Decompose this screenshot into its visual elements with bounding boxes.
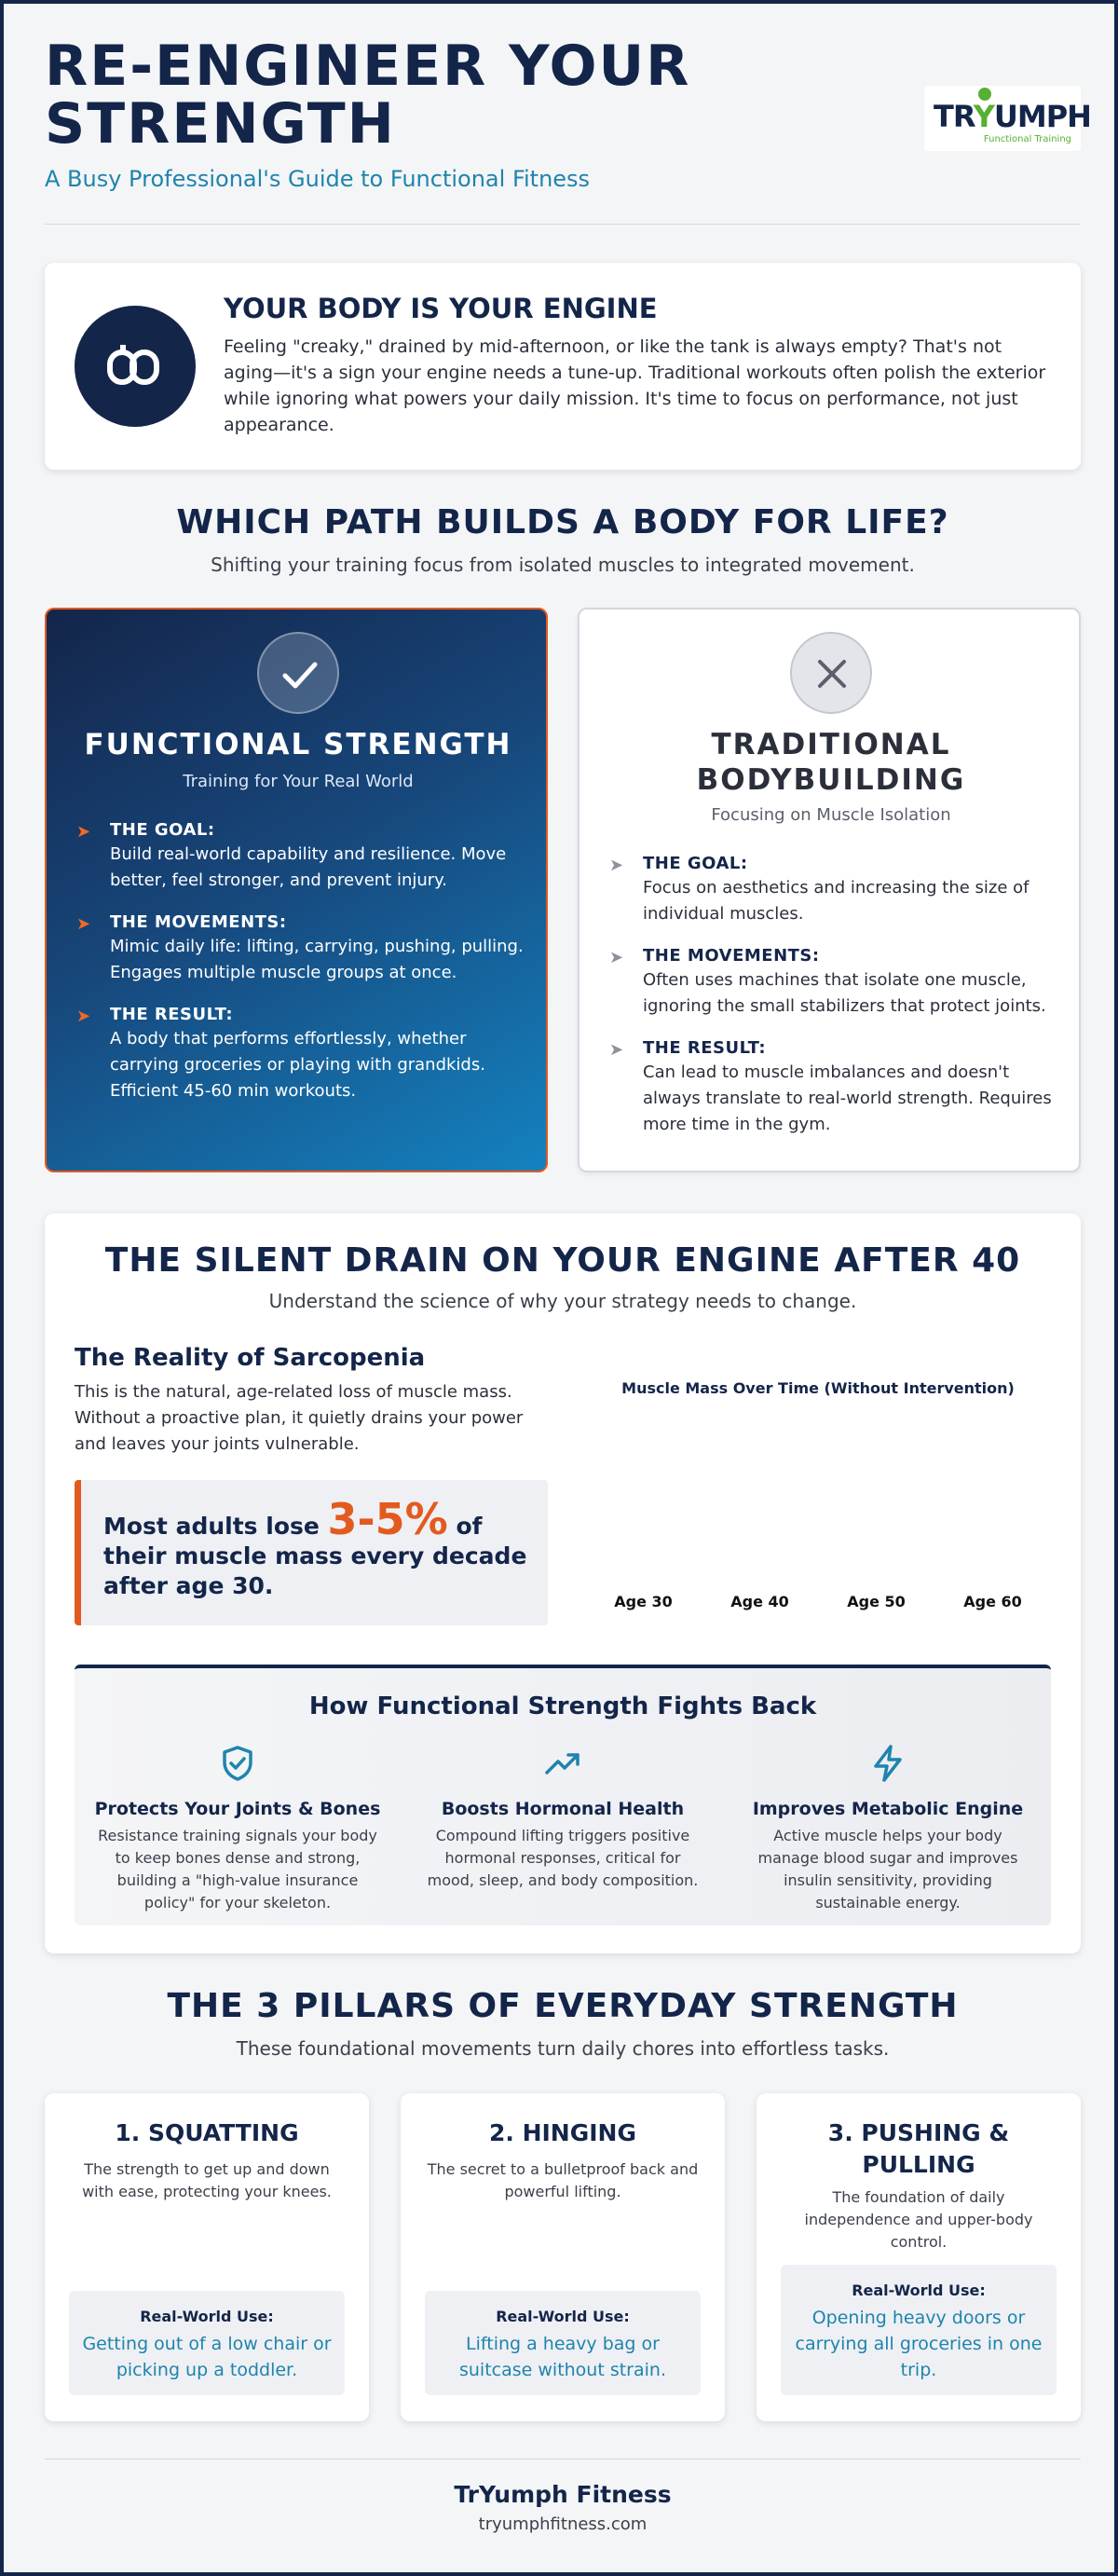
point-body: Often uses machines that isolate one muscle, ignoring the small stabilizers that protect joints. [643,970,1046,1016]
arrow-icon: ➤ [76,822,91,842]
drain-subtitle: Understand the science of why your strategy needs to change. [268,1290,857,1312]
pillar-hinging [401,2093,725,2421]
shield-check-icon [217,1743,258,1784]
pillar-pushing-pulling [757,2093,1081,2421]
point-body: Mimic daily life: lifting, carrying, pushing, pulling. Engages multiple muscle groups at once. [110,937,524,982]
page-title: RE-ENGINEER YOUR STRENGTH [45,34,691,157]
benefit-body: Compound lifting triggers positive hormonal responses, critical for mood, sleep, and body composition. [427,1827,699,1889]
functional-tagline: Training for Your Real World [183,772,414,791]
benefit-body: Active muscle helps your body manage blood sugar and improves insulin sensitivity, providing sustainable energy. [757,1827,1018,1911]
header-divider [45,224,1081,225]
benefit-metabolic [734,1743,1042,1914]
stat-number: 3-5% [327,1494,448,1544]
pillar-squatting [45,2093,369,2421]
point-body: A body that performs effortlessly, whether carrying groceries or playing with grandkids. Efficient 45-60 min workouts. [110,1029,485,1101]
point-head: THE RESULT: [643,1038,767,1058]
use-label: Real-World Use: [496,2308,630,2325]
use-label: Real-World Use: [852,2281,986,2299]
logo-wordmark: TRYUMPH [934,99,1091,134]
benefit-body: Resistance training signals your body to keep bones dense and strong, building a "high-value insurance policy" for your skeleton. [98,1827,377,1911]
x-tick-label: Age 50 [847,1593,906,1610]
point-body: Build real-world capability and resilience. Move better, feel stronger, and prevent injury. [110,844,507,890]
real-world-use [425,2291,701,2395]
benefit-hormonal [409,1743,716,1892]
point-head: THE MOVEMENTS: [643,946,820,966]
stat-callout [75,1480,548,1625]
engine-card [45,263,1081,470]
benefit-joints [84,1743,391,1914]
point-head: THE RESULT: [110,1005,234,1024]
arrow-icon: ➤ [609,948,624,967]
point-head: THE GOAL: [643,854,748,873]
x-tick-label: Age 30 [614,1593,673,1610]
header [45,34,1091,224]
point-head: THE MOVEMENTS: [110,912,287,932]
real-world-use [69,2291,345,2395]
pillars-title: THE 3 PILLARS OF EVERYDAY STRENGTH [167,1987,959,2025]
fights-back-panel [75,1665,1051,1925]
pillar-desc: The strength to get up and down with ease, protecting your knees. [82,2160,332,2200]
lightning-bolt-icon [867,1743,908,1784]
footer-brand: TrYumph Fitness [454,2481,672,2508]
footer-link[interactable]: tryumphfitness.com [478,2514,648,2534]
pillars-subtitle: These foundational movements turn daily chores into effortless tasks. [236,2037,890,2060]
pillar-desc: The foundation of daily independence and upper-body control. [804,2188,1033,2251]
use-text: Opening heavy doors or carrying all groceries in one trip. [795,2308,1043,2380]
use-text: Getting out of a low chair or picking up a toddler. [82,2334,332,2380]
paths-subtitle: Shifting your training focus from isolated muscles to integrated movement. [211,554,915,576]
point-body: Focus on aesthetics and increasing the size of individual muscles. [643,878,1029,924]
point-head: THE GOAL: [110,820,215,840]
pillar-desc: The secret to a bulletproof back and powerful lifting. [427,2160,699,2200]
fights-title: How Functional Strength Fights Back [308,1692,817,1720]
sarcopenia-title: The Reality of Sarcopenia [75,1344,426,1372]
point-body: Can lead to muscle imbalances and doesn't always translate to real-world strength. Requires more time in the gym. [643,1062,1052,1134]
pillar-title: 2. HINGING [488,2119,636,2146]
pillar-title: 3. PUSHING & PULLING [827,2119,1010,2178]
x-tick-label: Age 60 [963,1593,1022,1610]
traditional-tagline: Focusing on Muscle Isolation [711,805,951,825]
checkmark-icon [257,632,339,714]
functional-title: FUNCTIONAL STRENGTH [84,728,512,761]
list-item [76,820,524,894]
logo-tagline: Functional Training [983,134,1071,144]
traditional-bodybuilding-card [578,608,1081,1172]
gear-link-icon [75,306,196,427]
stat-text: Most adults lose 3-5% of their muscle mass every decade after age 30. [103,1494,527,1599]
use-text: Lifting a heavy bag or suitcase without strain. [458,2334,667,2380]
trending-up-icon [542,1743,583,1784]
chart-title: Muscle Mass Over Time (Without Intervention) [621,1379,1015,1397]
pillar-title: 1. SQUATTING [115,2119,299,2146]
x-icon [790,632,872,714]
list-item [76,912,524,986]
paths-title: WHICH PATH BUILDS A BODY FOR LIFE? [176,503,949,541]
benefit-head: Protects Your Joints & Bones [94,1799,381,1819]
muscle-mass-chart [585,1400,1051,1614]
list-item [609,854,1057,927]
list-item [76,1005,524,1104]
traditional-title: TRADITIONAL BODYBUILDING [696,728,966,797]
list-item [609,1038,1057,1138]
footer-divider [45,2459,1081,2460]
traditional-points [609,854,1057,1157]
engine-text: Feeling "creaky," drained by mid-afternoon, or like the tank is always empty? That's not aging—it's a sign your engine needs a tune-up. Traditional workouts often polish the exterior while ignoring what powers your daily mission. It's time to focus on performance, not just appearance. [224,336,1046,435]
functional-points [76,820,524,1123]
use-label: Real-World Use: [140,2308,274,2325]
arrow-icon: ➤ [609,856,624,875]
list-item [609,946,1057,1020]
page-subtitle: A Busy Professional's Guide to Functional Fitness [45,166,591,192]
arrow-icon: ➤ [76,914,91,934]
sarcopenia-text: This is the natural, age-related loss of muscle mass. Without a proactive plan, it quietly drains your power and leaves your joints vulnerable. [75,1382,524,1454]
x-tick-label: Age 40 [730,1593,789,1610]
sarcopenia-section [45,1213,1081,1953]
brand-logo[interactable] [924,86,1091,151]
arrow-icon: ➤ [76,1007,91,1026]
drain-title: THE SILENT DRAIN ON YOUR ENGINE AFTER 40 [104,1241,1021,1280]
benefit-head: Improves Metabolic Engine [752,1799,1024,1819]
engine-title: YOUR BODY IS YOUR ENGINE [224,293,658,324]
arrow-icon: ➤ [609,1040,624,1060]
functional-strength-card [45,608,548,1172]
benefit-head: Boosts Hormonal Health [441,1799,685,1819]
real-world-use [781,2265,1057,2395]
